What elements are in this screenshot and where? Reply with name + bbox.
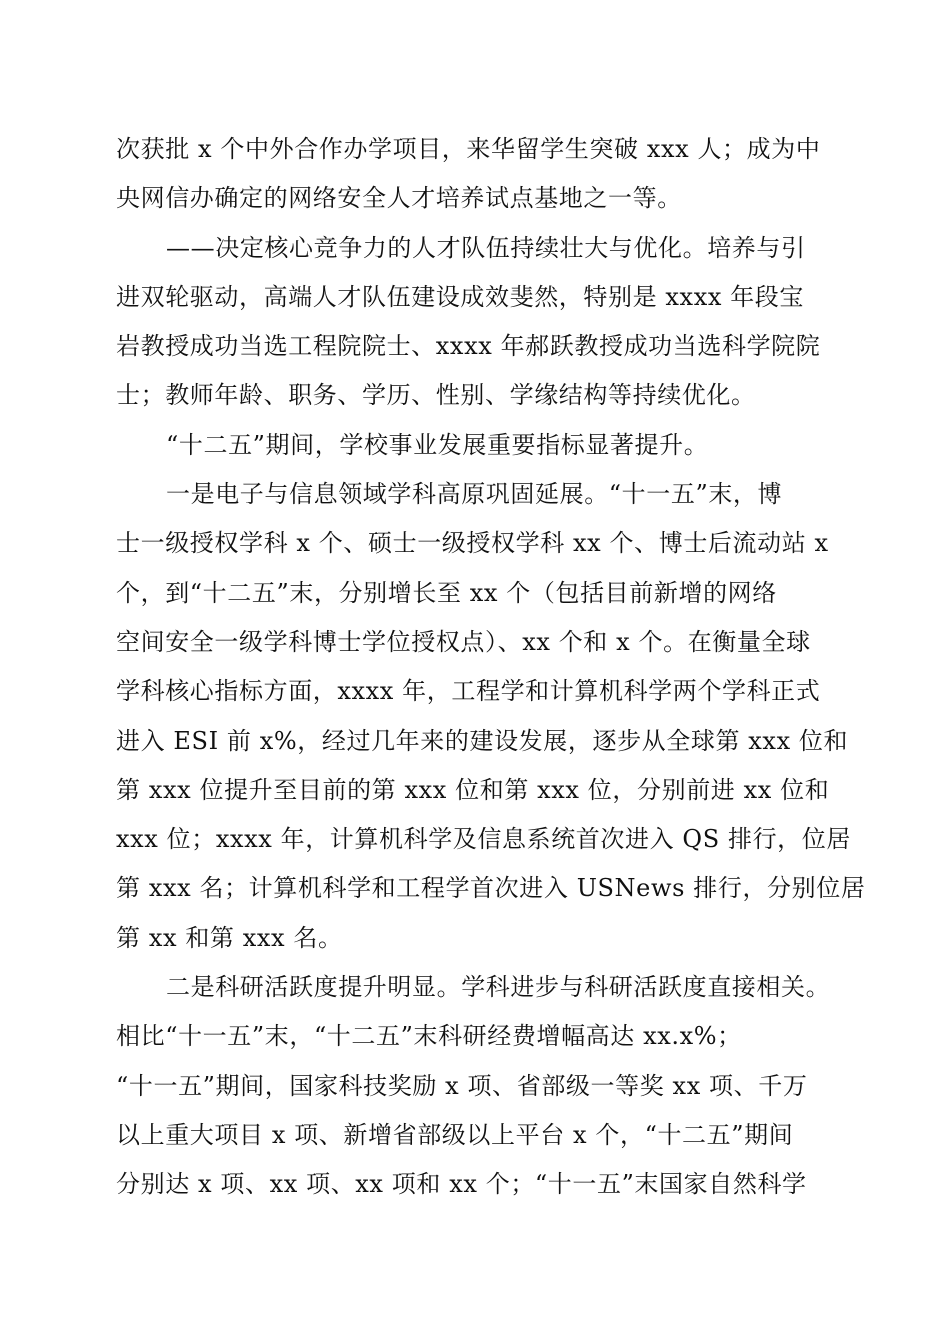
- text-line: 相比“十一五”末，“十二五”末科研经费增幅高达 xx.x%；: [116, 1022, 742, 1051]
- text-line: 个，到“十二五”末，分别增长至 xx 个（包括目前新增的网络: [116, 578, 777, 607]
- text-line: 空间安全一级学科博士学位授权点）、xx 个和 x 个。在衡量全球: [116, 627, 811, 656]
- text-line: 第 xx 和第 xxx 名。: [116, 923, 343, 952]
- text-line: 进入 ESI 前 x%，经过几年来的建设发展，逐步从全球第 xxx 位和: [116, 726, 849, 755]
- text-line: 次获批 x 个中外合作办学项目，来华留学生突破 xxx 人；成为中: [116, 135, 821, 163]
- text-line: 士一级授权学科 x 个、硕士一级授权学科 xx 个、博士后流动站 x: [116, 529, 829, 558]
- paragraph-start-line: 一是电子与信息领域学科高原巩固延展。“十一五”末，博: [166, 480, 783, 509]
- text-line: 进双轮驱动，高端人才队伍建设成效斐然，特别是 xxxx 年段宝: [116, 282, 804, 311]
- paragraph-start-line: “十二五”期间，学校事业发展重要指标显著提升。: [166, 430, 709, 459]
- paragraph-start-line: 二是科研活跃度提升明显。学科进步与科研活跃度直接相关。: [166, 973, 831, 1002]
- text-line: 分别达 x 项、xx 项、xx 项和 xx 个；“十一五”末国家自然科学: [116, 1170, 807, 1199]
- text-line: 央网信办确定的网络安全人才培养试点基地之一等。: [116, 184, 682, 213]
- text-line: 岩教授成功当选工程院院士、xxxx 年郝跃教授成功当选科学院院: [116, 332, 821, 361]
- paragraph-start-line: ——决定核心竞争力的人才队伍持续壮大与优化。培养与引: [166, 233, 806, 262]
- text-line: xxx 位；xxxx 年，计算机科学及信息系统首次进入 QS 排行，位居: [116, 825, 851, 854]
- text-line: 第 xxx 位提升至目前的第 xxx 位和第 xxx 位，分别前进 xx 位和: [116, 775, 830, 804]
- text-line: “十一五”期间，国家科技奖励 x 项、省部级一等奖 xx 项、千万: [116, 1071, 808, 1100]
- text-line: 士；教师年龄、职务、学历、性别、学缘结构等持续优化。: [116, 381, 756, 410]
- body-text: [116, 125, 866, 1210]
- text-line: 学科核心指标方面，xxxx 年，工程学和计算机科学两个学科正式: [116, 677, 821, 706]
- text-line: 以上重大项目 x 项、新增省部级以上平台 x 个，“十二五”期间: [116, 1120, 794, 1149]
- text-line: 第 xxx 名；计算机科学和工程学首次进入 USNews 排行，分别位居: [116, 874, 866, 903]
